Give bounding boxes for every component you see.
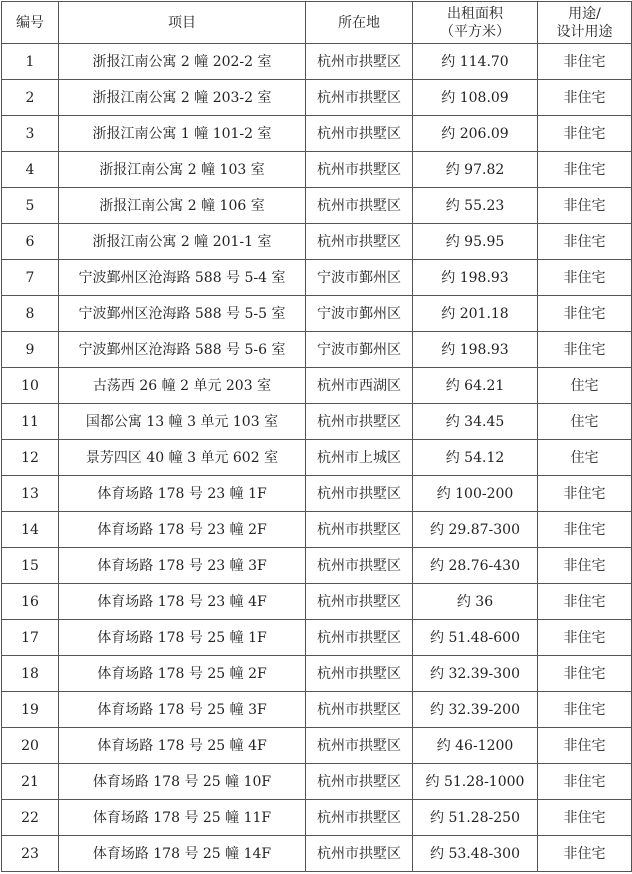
cell-rental-area: 约 32.39-300 (413, 656, 538, 692)
cell-item: 体育场路 178 号 25 幢 1F (59, 620, 306, 656)
table-row (2, 116, 632, 152)
table-row (2, 44, 632, 80)
cell-item: 浙报江南公寓 2 幢 201-1 室 (59, 224, 306, 260)
cell-rental-area: 约 28.76-430 (413, 548, 538, 584)
cell-use: 非住宅 (538, 224, 632, 260)
cell-rental-area: 约 95.95 (413, 224, 538, 260)
header-use (538, 2, 632, 44)
cell-location: 杭州市拱墅区 (306, 512, 413, 548)
cell-number: 22 (2, 800, 59, 836)
header-row (2, 2, 632, 44)
cell-rental-area: 约 51.28-1000 (413, 764, 538, 800)
table-row (2, 80, 632, 116)
cell-location: 宁波市鄞州区 (306, 260, 413, 296)
table-row (2, 332, 632, 368)
cell-item: 体育场路 178 号 23 幢 4F (59, 584, 306, 620)
header-item: 项目 (59, 2, 306, 44)
cell-rental-area: 约 53.48-300 (413, 836, 538, 872)
cell-location: 宁波市鄞州区 (306, 332, 413, 368)
cell-use: 非住宅 (538, 620, 632, 656)
cell-location: 杭州市拱墅区 (306, 764, 413, 800)
table-row (2, 800, 632, 836)
cell-location: 杭州市拱墅区 (306, 188, 413, 224)
cell-number: 5 (2, 188, 59, 224)
table-row (2, 764, 632, 800)
cell-rental-area: 约 46-1200 (413, 728, 538, 764)
cell-location: 杭州市拱墅区 (306, 800, 413, 836)
cell-item: 体育场路 178 号 23 幢 2F (59, 512, 306, 548)
table-row (2, 152, 632, 188)
cell-number: 13 (2, 476, 59, 512)
cell-location: 杭州市西湖区 (306, 368, 413, 404)
cell-number: 1 (2, 44, 59, 80)
cell-number: 17 (2, 620, 59, 656)
cell-rental-area: 约 32.39-200 (413, 692, 538, 728)
cell-number: 14 (2, 512, 59, 548)
cell-rental-area: 约 114.70 (413, 44, 538, 80)
cell-use: 非住宅 (538, 584, 632, 620)
cell-use: 非住宅 (538, 188, 632, 224)
table-row (2, 620, 632, 656)
cell-item: 宁波鄞州区沧海路 588 号 5-6 室 (59, 332, 306, 368)
cell-rental-area: 约 198.93 (413, 332, 538, 368)
cell-location: 杭州市拱墅区 (306, 620, 413, 656)
cell-location: 杭州市拱墅区 (306, 692, 413, 728)
cell-location: 杭州市拱墅区 (306, 476, 413, 512)
cell-rental-area: 约 108.09 (413, 80, 538, 116)
cell-rental-area: 约 100-200 (413, 476, 538, 512)
table-row (2, 548, 632, 584)
cell-location: 杭州市拱墅区 (306, 80, 413, 116)
cell-use: 非住宅 (538, 512, 632, 548)
cell-use: 非住宅 (538, 260, 632, 296)
cell-use: 非住宅 (538, 80, 632, 116)
table-row (2, 584, 632, 620)
table-row (2, 476, 632, 512)
cell-use: 住宅 (538, 368, 632, 404)
cell-rental-area: 约 34.45 (413, 404, 538, 440)
cell-location: 杭州市拱墅区 (306, 836, 413, 872)
cell-rental-area: 约 97.82 (413, 152, 538, 188)
cell-use: 非住宅 (538, 728, 632, 764)
cell-number: 10 (2, 368, 59, 404)
cell-location: 杭州市拱墅区 (306, 44, 413, 80)
table-body (2, 44, 632, 872)
cell-item: 浙报江南公寓 2 幢 203-2 室 (59, 80, 306, 116)
rental-property-table (1, 1, 632, 872)
header-rental-area (413, 2, 538, 44)
cell-use: 非住宅 (538, 548, 632, 584)
cell-item: 体育场路 178 号 25 幢 4F (59, 728, 306, 764)
header-design-use: 设计用途 (556, 23, 613, 40)
cell-use: 非住宅 (538, 656, 632, 692)
cell-rental-area: 约 51.28-250 (413, 800, 538, 836)
cell-number: 21 (2, 764, 59, 800)
cell-location: 杭州市上城区 (306, 440, 413, 476)
cell-rental-area: 约 198.93 (413, 260, 538, 296)
cell-number: 12 (2, 440, 59, 476)
cell-item: 宁波鄞州区沧海路 588 号 5-4 室 (59, 260, 306, 296)
cell-rental-area: 约 201.18 (413, 296, 538, 332)
cell-item: 浙报江南公寓 2 幢 103 室 (59, 152, 306, 188)
cell-number: 6 (2, 224, 59, 260)
table-row (2, 728, 632, 764)
cell-rental-area: 约 51.48-600 (413, 620, 538, 656)
cell-item: 体育场路 178 号 25 幢 11F (59, 800, 306, 836)
cell-number: 8 (2, 296, 59, 332)
cell-use: 住宅 (538, 440, 632, 476)
cell-location: 杭州市拱墅区 (306, 116, 413, 152)
cell-rental-area: 约 54.12 (413, 440, 538, 476)
cell-item: 古荡西 26 幢 2 单元 203 室 (59, 368, 306, 404)
cell-item: 浙报江南公寓 1 幢 101-2 室 (59, 116, 306, 152)
table-row (2, 836, 632, 872)
cell-use: 非住宅 (538, 476, 632, 512)
cell-number: 4 (2, 152, 59, 188)
cell-use: 非住宅 (538, 116, 632, 152)
cell-rental-area: 约 206.09 (413, 116, 538, 152)
cell-number: 9 (2, 332, 59, 368)
cell-item: 体育场路 178 号 23 幢 1F (59, 476, 306, 512)
cell-item: 国都公寓 13 幢 3 单元 103 室 (59, 404, 306, 440)
table-row (2, 440, 632, 476)
cell-use: 非住宅 (538, 800, 632, 836)
cell-location: 杭州市拱墅区 (306, 728, 413, 764)
table-row (2, 692, 632, 728)
header-rental-area-title: 出租面积 (447, 5, 503, 22)
cell-number: 16 (2, 584, 59, 620)
cell-number: 3 (2, 116, 59, 152)
cell-item: 体育场路 178 号 25 幢 3F (59, 692, 306, 728)
cell-use: 住宅 (538, 404, 632, 440)
cell-number: 18 (2, 656, 59, 692)
cell-item: 浙报江南公寓 2 幢 202-2 室 (59, 44, 306, 80)
cell-use: 非住宅 (538, 764, 632, 800)
cell-number: 15 (2, 548, 59, 584)
cell-use: 非住宅 (538, 296, 632, 332)
cell-item: 宁波鄞州区沧海路 588 号 5-5 室 (59, 296, 306, 332)
cell-use: 非住宅 (538, 692, 632, 728)
cell-location: 杭州市拱墅区 (306, 404, 413, 440)
cell-number: 19 (2, 692, 59, 728)
cell-location: 杭州市拱墅区 (306, 152, 413, 188)
table-row (2, 224, 632, 260)
table-row (2, 512, 632, 548)
cell-number: 23 (2, 836, 59, 872)
cell-number: 7 (2, 260, 59, 296)
cell-location: 杭州市拱墅区 (306, 548, 413, 584)
cell-rental-area: 约 36 (413, 584, 538, 620)
cell-use: 非住宅 (538, 836, 632, 872)
cell-use: 非住宅 (538, 152, 632, 188)
table-row (2, 296, 632, 332)
cell-item: 体育场路 178 号 25 幢 10F (59, 764, 306, 800)
cell-use: 非住宅 (538, 332, 632, 368)
cell-item: 体育场路 178 号 23 幢 3F (59, 548, 306, 584)
cell-number: 11 (2, 404, 59, 440)
cell-item: 景芳四区 40 幢 3 单元 602 室 (59, 440, 306, 476)
cell-item: 体育场路 178 号 25 幢 14F (59, 836, 306, 872)
cell-item: 体育场路 178 号 25 幢 2F (59, 656, 306, 692)
table-row (2, 188, 632, 224)
table-row (2, 404, 632, 440)
table-row (2, 656, 632, 692)
cell-number: 20 (2, 728, 59, 764)
table-row (2, 260, 632, 296)
header-location: 所在地 (306, 2, 413, 44)
header-rental-area-unit: （平方米） (440, 23, 510, 40)
cell-rental-area: 约 55.23 (413, 188, 538, 224)
header-use-title: 用途/ (568, 5, 601, 22)
table-header (2, 2, 632, 44)
cell-number: 2 (2, 80, 59, 116)
header-number: 编号 (2, 2, 59, 44)
cell-use: 非住宅 (538, 44, 632, 80)
cell-location: 杭州市拱墅区 (306, 656, 413, 692)
cell-item: 浙报江南公寓 2 幢 106 室 (59, 188, 306, 224)
table-row (2, 368, 632, 404)
cell-location: 杭州市拱墅区 (306, 584, 413, 620)
cell-location: 宁波市鄞州区 (306, 296, 413, 332)
cell-rental-area: 约 64.21 (413, 368, 538, 404)
cell-rental-area: 约 29.87-300 (413, 512, 538, 548)
cell-location: 杭州市拱墅区 (306, 224, 413, 260)
